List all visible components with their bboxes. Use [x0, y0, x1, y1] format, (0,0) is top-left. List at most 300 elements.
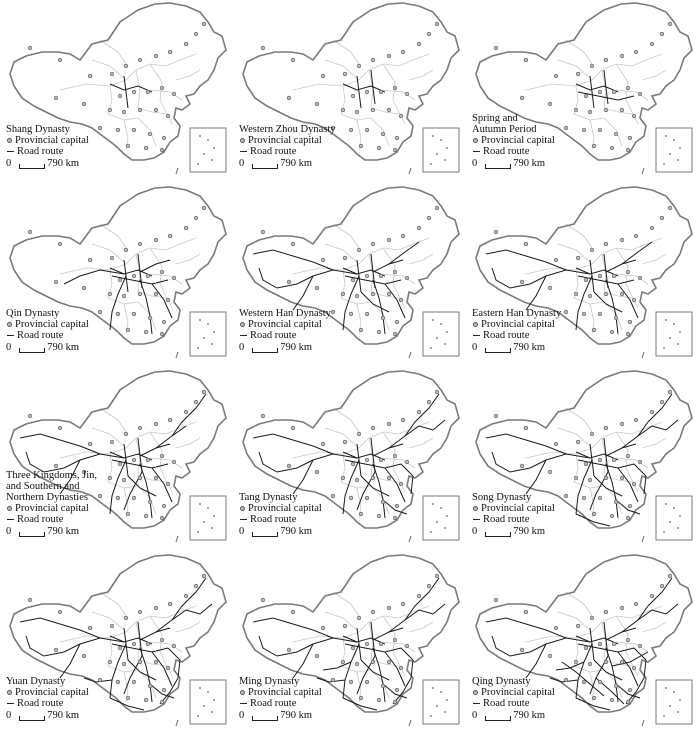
provincial-capital-marker	[146, 458, 150, 462]
province-border	[136, 438, 140, 476]
provincial-capital-marker	[592, 328, 596, 332]
provincial-capital-marker	[520, 96, 524, 100]
province-border	[369, 254, 373, 292]
provincial-capital-marker	[626, 270, 630, 274]
road-label: Road route	[250, 514, 297, 525]
province-border	[409, 622, 433, 632]
provincial-capital-marker	[405, 644, 409, 648]
provincial-capital-marker	[604, 292, 608, 296]
scale-bar	[239, 710, 322, 721]
province-border	[92, 244, 126, 264]
island-mark	[642, 352, 644, 358]
scale-bar	[6, 158, 89, 169]
provincial-capital-marker	[520, 280, 524, 284]
provincial-capital-marker	[584, 646, 588, 650]
provincial-capital-marker	[365, 90, 369, 94]
provincial-capital-marker	[435, 22, 439, 26]
provincial-capital-marker	[154, 108, 158, 112]
province-border	[108, 114, 138, 120]
map-legend	[239, 308, 331, 353]
provincial-capital-marker	[626, 454, 630, 458]
scale-bar	[239, 158, 336, 169]
road-route	[556, 662, 584, 670]
dynasty-map-panel	[466, 552, 699, 736]
provincial-capital-marker	[54, 280, 58, 284]
provincial-capital-marker	[379, 458, 383, 462]
provincial-capital-marker	[634, 418, 638, 422]
provincial-capital-marker	[160, 332, 164, 336]
road-symbol-icon	[7, 335, 14, 336]
provincial-capital-marker	[359, 696, 363, 700]
provincial-capital-marker	[650, 410, 654, 414]
scale-bar-line	[19, 164, 45, 169]
provincial-capital-marker	[614, 684, 618, 688]
scale-bar	[6, 526, 97, 537]
provincial-capital-marker	[108, 108, 112, 112]
provincial-capital-marker	[379, 274, 383, 278]
provincial-capital-marker	[395, 136, 399, 140]
island-dot	[432, 319, 434, 321]
provincial-capital-marker	[371, 610, 375, 614]
provincial-capital-marker	[126, 144, 130, 148]
capital-symbol-icon	[473, 690, 478, 695]
island-dot	[207, 323, 209, 325]
province-border	[574, 114, 604, 120]
provincial-capital-marker	[138, 426, 142, 430]
provincial-capital-marker	[343, 256, 347, 260]
provincial-capital-marker	[634, 602, 638, 606]
provincial-capital-marker	[321, 626, 325, 630]
map-legend	[472, 308, 561, 353]
provincial-capital-marker	[154, 238, 158, 242]
island-dot	[446, 331, 448, 333]
provincial-capital-marker	[548, 286, 552, 290]
provincial-capital-marker	[614, 500, 618, 504]
provincial-capital-marker	[132, 642, 136, 646]
island-dot	[211, 527, 213, 529]
provincial-capital-marker	[620, 292, 624, 296]
provincial-capital-marker	[82, 654, 86, 658]
capital-label: Provincial capital	[481, 319, 555, 330]
scale-value: 790 km	[280, 342, 313, 353]
provincial-capital-marker	[166, 666, 170, 670]
provincial-capital-marker	[520, 464, 524, 468]
provincial-capital-marker	[554, 442, 558, 446]
island-dot	[665, 135, 667, 137]
island-dot	[430, 347, 432, 349]
province-border	[399, 238, 429, 250]
provincial-capital-marker	[110, 624, 114, 628]
province-border	[100, 408, 126, 432]
province-border	[526, 80, 592, 90]
island-dot	[673, 691, 675, 693]
provincial-capital-marker	[343, 72, 347, 76]
provincial-capital-marker	[524, 242, 528, 246]
road-label: Road route	[483, 514, 530, 525]
provincial-capital-marker	[172, 92, 176, 96]
road-route	[389, 610, 419, 632]
legend-road-row	[240, 698, 322, 709]
island-dot	[213, 147, 215, 149]
legend-capital-row	[473, 319, 561, 330]
provincial-capital-marker	[520, 648, 524, 652]
scale-bar	[472, 710, 555, 721]
province-border	[160, 100, 172, 124]
province-border	[176, 254, 200, 264]
provincial-capital-marker	[634, 50, 638, 54]
provincial-capital-marker	[598, 274, 602, 278]
island-dot	[444, 711, 446, 713]
road-symbol-icon	[473, 703, 480, 704]
road-route	[156, 610, 186, 632]
provincial-capital-marker	[576, 624, 580, 628]
province-border	[566, 592, 592, 616]
provincial-capital-marker	[343, 624, 347, 628]
provincial-capital-marker	[58, 426, 62, 430]
provincial-capital-marker	[349, 496, 353, 500]
scale-zero: 0	[239, 526, 245, 537]
road-symbol-icon	[240, 335, 247, 336]
road-route	[594, 660, 622, 680]
province-border	[558, 612, 592, 632]
capital-label: Provincial capital	[15, 135, 89, 146]
province-border	[616, 274, 648, 284]
provincial-capital-marker	[620, 476, 624, 480]
legend-road-row	[473, 698, 555, 709]
provincial-capital-marker	[166, 298, 170, 302]
road-route	[357, 76, 361, 108]
province-border	[371, 118, 389, 146]
road-route	[110, 460, 126, 514]
provincial-capital-marker	[291, 426, 295, 430]
provincial-capital-marker	[638, 276, 642, 280]
provincial-capital-marker	[387, 606, 391, 610]
provincial-capital-marker	[122, 662, 126, 666]
island-dot	[444, 159, 446, 161]
provincial-capital-marker	[116, 128, 120, 132]
provincial-capital-marker	[393, 638, 397, 642]
scale-bar-line	[252, 716, 278, 721]
provincial-capital-marker	[166, 114, 170, 118]
province-border	[138, 118, 156, 146]
south-china-sea-inset	[190, 128, 226, 172]
province-border	[92, 612, 126, 632]
island-dot	[446, 147, 448, 149]
capital-symbol-icon	[240, 690, 245, 695]
provincial-capital-marker	[331, 310, 335, 314]
province-border	[632, 238, 662, 250]
provincial-capital-marker	[54, 96, 58, 100]
provincial-capital-marker	[574, 476, 578, 480]
provincial-capital-marker	[88, 74, 92, 78]
scale-bar-line	[485, 716, 511, 721]
provincial-capital-marker	[612, 458, 616, 462]
provincial-capital-marker	[554, 258, 558, 262]
road-route	[140, 628, 170, 640]
provincial-capital-marker	[132, 458, 136, 462]
province-border	[369, 622, 373, 660]
map-legend	[472, 492, 555, 537]
island-dot	[432, 687, 434, 689]
province-border	[176, 622, 200, 632]
provincial-capital-marker	[401, 50, 405, 54]
provincial-capital-marker	[365, 274, 369, 278]
provincial-capital-marker	[172, 644, 176, 648]
provincial-capital-marker	[381, 684, 385, 688]
scale-value: 790 km	[47, 342, 80, 353]
provincial-capital-marker	[54, 648, 58, 652]
island-mark	[176, 352, 178, 358]
provincial-capital-marker	[393, 148, 397, 152]
provincial-capital-marker	[28, 414, 32, 418]
island-dot	[203, 521, 205, 523]
island-dot	[203, 153, 205, 155]
provincial-capital-marker	[168, 234, 172, 238]
scale-bar	[472, 342, 561, 353]
province-border	[409, 254, 433, 264]
legend-capital-row	[7, 503, 97, 514]
provincial-capital-marker	[620, 660, 624, 664]
province-border	[383, 642, 415, 652]
provincial-capital-marker	[162, 320, 166, 324]
provincial-capital-marker	[554, 626, 558, 630]
provincial-capital-marker	[564, 494, 568, 498]
provincial-capital-marker	[132, 90, 136, 94]
province-border	[602, 438, 606, 476]
provincial-capital-marker	[138, 108, 142, 112]
provincial-capital-marker	[417, 42, 421, 46]
island-dot	[446, 699, 448, 701]
provincial-capital-marker	[598, 128, 602, 132]
island-dot	[203, 705, 205, 707]
scale-bar	[472, 526, 555, 537]
provincial-capital-marker	[612, 90, 616, 94]
provincial-capital-marker	[668, 390, 672, 394]
scale-zero: 0	[472, 710, 478, 721]
provincial-capital-marker	[351, 462, 355, 466]
scale-zero: 0	[6, 526, 12, 537]
scale-value: 790 km	[47, 526, 80, 537]
provincial-capital-marker	[590, 64, 594, 68]
island-dot	[663, 347, 665, 349]
scale-zero: 0	[239, 342, 245, 353]
road-route	[652, 604, 678, 614]
island-dot	[669, 337, 671, 339]
capital-symbol-icon	[7, 506, 12, 511]
scale-zero: 0	[472, 158, 478, 169]
island-dot	[213, 699, 215, 701]
road-route	[140, 280, 152, 334]
provincial-capital-marker	[146, 642, 150, 646]
legend-road-row	[240, 514, 322, 525]
provincial-capital-marker	[494, 230, 498, 234]
provincial-capital-marker	[590, 248, 594, 252]
capital-label: Provincial capital	[248, 135, 322, 146]
provincial-capital-marker	[357, 64, 361, 68]
provincial-capital-marker	[162, 688, 166, 692]
legend-road-row	[473, 330, 561, 341]
road-route	[622, 426, 652, 448]
provincial-capital-marker	[355, 110, 359, 114]
provincial-capital-marker	[108, 660, 112, 664]
province-border	[359, 64, 399, 80]
provincial-capital-marker	[321, 258, 325, 262]
scale-value: 790 km	[280, 158, 313, 169]
provincial-capital-marker	[638, 644, 642, 648]
provincial-capital-marker	[371, 660, 375, 664]
provincial-capital-marker	[592, 512, 596, 516]
provincial-capital-marker	[417, 594, 421, 598]
province-border	[602, 254, 606, 292]
island-dot	[199, 319, 201, 321]
scale-zero: 0	[239, 710, 245, 721]
provincial-capital-marker	[377, 698, 381, 702]
road-route	[323, 662, 351, 670]
provincial-capital-marker	[582, 680, 586, 684]
provincial-capital-marker	[202, 390, 206, 394]
provincial-capital-marker	[401, 602, 405, 606]
legend-capital-row	[7, 687, 89, 698]
provincial-capital-marker	[261, 598, 265, 602]
provincial-capital-marker	[614, 316, 618, 320]
island-dot	[444, 343, 446, 345]
province-border	[393, 100, 405, 124]
provincial-capital-marker	[405, 276, 409, 280]
provincial-capital-marker	[160, 516, 164, 520]
road-route	[259, 452, 297, 472]
provincial-capital-marker	[660, 216, 664, 220]
province-border	[592, 64, 632, 80]
island-dot	[207, 507, 209, 509]
south-china-sea-inset	[190, 496, 226, 540]
provincial-capital-marker	[194, 400, 198, 404]
provincial-capital-marker	[660, 400, 664, 404]
province-border	[409, 438, 433, 448]
legend-capital-row	[240, 687, 322, 698]
provincial-capital-marker	[349, 128, 353, 132]
road-symbol-icon	[7, 151, 14, 152]
island-dot	[432, 135, 434, 137]
province-border	[642, 438, 666, 448]
province-border	[399, 54, 429, 66]
provincial-capital-marker	[148, 316, 152, 320]
provincial-capital-marker	[598, 312, 602, 316]
provincial-capital-marker	[620, 108, 624, 112]
provincial-capital-marker	[184, 226, 188, 230]
provincial-capital-marker	[122, 110, 126, 114]
provincial-capital-marker	[576, 440, 580, 444]
dynasty-title: Shang Dynasty	[6, 124, 70, 135]
road-route	[373, 444, 403, 456]
road-symbol-icon	[240, 151, 247, 152]
provincial-capital-marker	[610, 330, 614, 334]
provincial-capital-marker	[287, 280, 291, 284]
scale-zero: 0	[6, 158, 12, 169]
island-dot	[679, 147, 681, 149]
provincial-capital-marker	[632, 298, 636, 302]
provincial-capital-marker	[287, 96, 291, 100]
road-label: Road route	[483, 698, 530, 709]
provincial-capital-marker	[598, 496, 602, 500]
provincial-capital-marker	[632, 482, 636, 486]
provincial-capital-marker	[620, 606, 624, 610]
province-border	[150, 642, 182, 652]
provincial-capital-marker	[202, 22, 206, 26]
provincial-capital-marker	[359, 512, 363, 516]
provincial-capital-marker	[395, 320, 399, 324]
south-china-sea-inset	[423, 680, 459, 724]
province-border	[369, 438, 373, 476]
scale-bar-line	[485, 532, 511, 537]
provincial-capital-marker	[261, 230, 265, 234]
dynasty-title: Ming Dynasty	[239, 676, 300, 687]
map-legend	[472, 113, 555, 169]
provincial-capital-marker	[582, 496, 586, 500]
provincial-capital-marker	[387, 422, 391, 426]
map-legend	[6, 470, 97, 537]
legend-road-row	[473, 146, 555, 157]
provincial-capital-marker	[98, 126, 102, 130]
island-dot	[677, 159, 679, 161]
capital-symbol-icon	[473, 138, 478, 143]
province-border	[333, 224, 359, 248]
island-dot	[436, 337, 438, 339]
provincial-capital-marker	[261, 46, 265, 50]
province-border	[371, 486, 389, 514]
provincial-capital-marker	[184, 410, 188, 414]
province-border	[150, 274, 182, 284]
island-dot	[679, 699, 681, 701]
provincial-capital-marker	[118, 462, 122, 466]
road-route	[576, 84, 618, 92]
provincial-capital-marker	[132, 680, 136, 684]
provincial-capital-marker	[365, 680, 369, 684]
road-label: Road route	[483, 146, 530, 157]
road-route	[622, 242, 652, 264]
provincial-capital-marker	[124, 432, 128, 436]
provincial-capital-marker	[154, 54, 158, 58]
scale-bar-line	[19, 348, 45, 353]
province-border	[616, 458, 648, 468]
legend-capital-row	[7, 319, 89, 330]
province-border	[136, 70, 140, 108]
road-label: Road route	[250, 330, 297, 341]
provincial-capital-marker	[626, 148, 630, 152]
island-dot	[436, 521, 438, 523]
provincial-capital-marker	[610, 146, 614, 150]
road-symbol-icon	[473, 519, 480, 520]
provincial-capital-marker	[321, 74, 325, 78]
island-dot	[430, 531, 432, 533]
province-border	[616, 64, 628, 100]
provincial-capital-marker	[172, 276, 176, 280]
provincial-capital-marker	[564, 678, 568, 682]
provincial-capital-marker	[668, 206, 672, 210]
provincial-capital-marker	[632, 114, 636, 118]
scale-bar-line	[252, 532, 278, 537]
provincial-capital-marker	[574, 108, 578, 112]
province-border	[604, 670, 622, 698]
dynasty-map-panel	[233, 368, 466, 552]
province-border	[138, 670, 156, 698]
province-border	[616, 642, 648, 652]
provincial-capital-marker	[261, 414, 265, 418]
road-route	[492, 268, 530, 288]
province-border	[176, 70, 200, 80]
legend-capital-row	[7, 135, 89, 146]
province-border	[100, 224, 126, 248]
provincial-capital-marker	[54, 464, 58, 468]
